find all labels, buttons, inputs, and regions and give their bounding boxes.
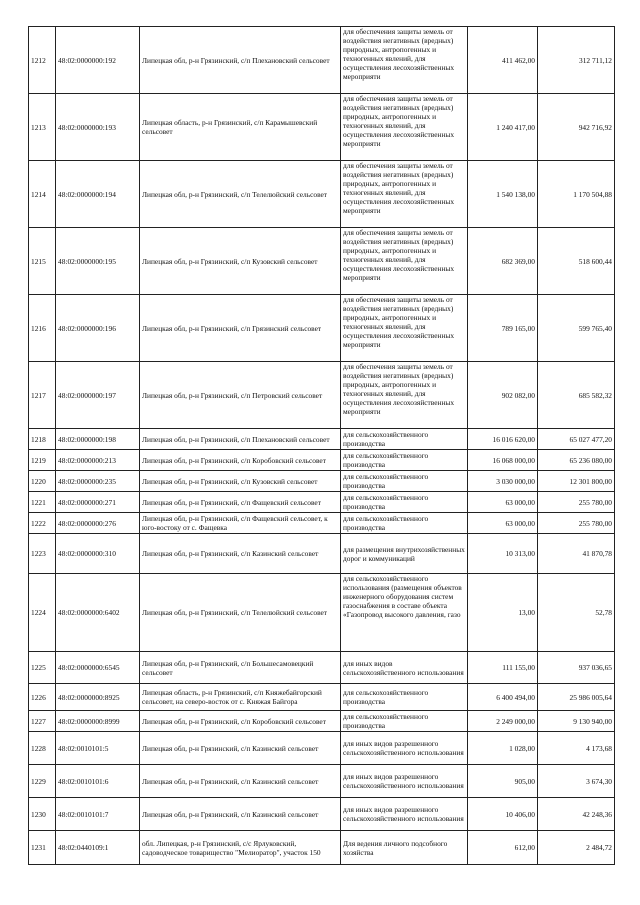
cadastral-value: 65 027 477,20 [538, 429, 615, 450]
permitted-use-text: для обеспечения защиты земель от воздействия негативных (вредных) природных, антропогенных и техногенных явлений, для осуществления лесохозяйственных мероприяти [343, 27, 455, 81]
table-row [29, 574, 615, 652]
cadastral-value: 65 236 080,00 [538, 450, 615, 471]
permitted-use [341, 161, 468, 228]
row-number: 1228 [29, 732, 56, 765]
plot-address: Липецкая обл, р-н Грязинский, с/п Фащевский сельсовет [140, 492, 341, 513]
plot-area: 1 240 417,00 [468, 94, 538, 161]
permitted-use-text: для сельскохозяйственного использования (размещения объектов инженерного оборудования систем газоснабжения в составе объекта «Газопровод высокого давления, газо [343, 574, 462, 619]
cadastral-value: 312 711,12 [538, 27, 615, 94]
plot-address: Липецкая обл, р-н Грязинский, с/п Коробовский сельсовет [140, 711, 341, 732]
plot-area: 1 028,00 [468, 732, 538, 765]
plot-area: 6 400 494,00 [468, 684, 538, 711]
permitted-use: для сельскохозяйственного производства [341, 429, 468, 450]
row-number: 1217 [29, 362, 56, 429]
plot-area: 63 000,00 [468, 492, 538, 513]
plot-address: Липецкая обл, р-н Грязинский, с/п Плехановский сельсовет [140, 429, 341, 450]
cadastral-number: 48:02:0000000:6402 [56, 574, 140, 652]
plot-address: обл. Липецкая, р-н Грязинский, с/с Ярлуковский, садоводческое товарищество "Мелиоратор", участок 150 [140, 831, 341, 865]
cadastral-value: 937 036,65 [538, 652, 615, 684]
permitted-use: для размещения внутрихозяйственных дорог и коммуникаций [341, 534, 468, 574]
plot-address: Липецкая область, р-н Грязинский, с/п Княжебайгорский сельсовет, на северо-восток от с. Княжая Байгора [140, 684, 341, 711]
table-row [29, 429, 615, 450]
plot-address: Липецкая обл, р-н Грязинский, с/п Плехановский сельсовет [140, 27, 341, 94]
cadastral-number: 48:02:0000000:197 [56, 362, 140, 429]
permitted-use-text: для обеспечения защиты земель от воздействия негативных (вредных) природных, антропогенных и техногенных явлений, для осуществления лесохозяйственных мероприяти [343, 295, 455, 349]
table-row [29, 732, 615, 765]
table-row [29, 711, 615, 732]
row-number: 1221 [29, 492, 56, 513]
cadastral-number: 48:02:0010101:6 [56, 765, 140, 798]
table-row [29, 161, 615, 228]
plot-address: Липецкая обл, р-н Грязинский, с/п Казинский сельсовет [140, 798, 341, 831]
plot-area: 905,00 [468, 765, 538, 798]
cadastral-value: 1 170 504,88 [538, 161, 615, 228]
cadastral-value: 2 484,72 [538, 831, 615, 865]
cadastral-number: 48:02:0010101:5 [56, 732, 140, 765]
table-row [29, 94, 615, 161]
plot-area: 111 155,00 [468, 652, 538, 684]
row-number: 1216 [29, 295, 56, 362]
cadastral-number: 48:02:0000000:235 [56, 471, 140, 492]
plot-address: Липецкая обл, р-н Грязинский, с/п Кузовский сельсовет [140, 471, 341, 492]
cadastral-value: 685 582,32 [538, 362, 615, 429]
cadastral-number: 48:02:0000000:194 [56, 161, 140, 228]
plot-area: 612,00 [468, 831, 538, 865]
plot-area: 789 165,00 [468, 295, 538, 362]
table-row [29, 362, 615, 429]
row-number: 1226 [29, 684, 56, 711]
cadastral-number: 48:02:0000000:193 [56, 94, 140, 161]
table-row [29, 228, 615, 295]
permitted-use [341, 228, 468, 295]
permitted-use: для сельскохозяйственного производства [341, 684, 468, 711]
plot-area: 1 540 138,00 [468, 161, 538, 228]
row-number: 1224 [29, 574, 56, 652]
plot-address: Липецкая обл, р-н Грязинский, с/п Петровский сельсовет [140, 362, 341, 429]
permitted-use [341, 295, 468, 362]
row-number: 1220 [29, 471, 56, 492]
permitted-use [341, 94, 468, 161]
permitted-use: для сельскохозяйственного производства [341, 513, 468, 534]
row-number: 1227 [29, 711, 56, 732]
row-number: 1223 [29, 534, 56, 574]
row-number: 1218 [29, 429, 56, 450]
cadastral-number: 48:02:0000000:6545 [56, 652, 140, 684]
plot-address: Липецкая обл, р-н Грязинский, с/п Казинский сельсовет [140, 534, 341, 574]
plot-area: 902 082,00 [468, 362, 538, 429]
row-number: 1229 [29, 765, 56, 798]
permitted-use: для иных видов разрешенного сельскохозяйственного использования [341, 765, 468, 798]
table-row [29, 492, 615, 513]
plot-address: Липецкая обл, р-н Грязинский, с/п Казинский сельсовет [140, 765, 341, 798]
cadastral-value: 255 780,00 [538, 513, 615, 534]
row-number: 1215 [29, 228, 56, 295]
plot-address: Липецкая обл, р-н Грязинский, с/п Телелюйский сельсовет [140, 574, 341, 652]
plot-address: Липецкая область, р-н Грязинский, с/п Карамышевский сельсовет [140, 94, 341, 161]
cadastral-value: 42 248,36 [538, 798, 615, 831]
row-number: 1222 [29, 513, 56, 534]
cadastral-number: 48:02:0000000:213 [56, 450, 140, 471]
land-plots-table [28, 26, 615, 865]
cadastral-value: 52,78 [538, 574, 615, 652]
permitted-use-text: для обеспечения защиты земель от воздействия негативных (вредных) природных, антропогенных и техногенных явлений, для осуществления лесохозяйственных мероприяти [343, 228, 455, 282]
table-row [29, 27, 615, 94]
cadastral-value: 518 600,44 [538, 228, 615, 295]
permitted-use: для иных видов сельскохозяйственного использования [341, 652, 468, 684]
plot-address: Липецкая обл, р-н Грязинский, с/п Телелюйский сельсовет [140, 161, 341, 228]
cadastral-value: 9 130 940,00 [538, 711, 615, 732]
table-body [29, 27, 615, 865]
table-row [29, 450, 615, 471]
plot-address: Липецкая обл, р-н Грязинский, с/п Кузовский сельсовет [140, 228, 341, 295]
cadastral-number: 48:02:0000000:198 [56, 429, 140, 450]
cadastral-value: 25 986 005,64 [538, 684, 615, 711]
table-row [29, 295, 615, 362]
cadastral-value: 599 765,40 [538, 295, 615, 362]
cadastral-number: 48:02:0000000:271 [56, 492, 140, 513]
plot-area: 10 313,00 [468, 534, 538, 574]
cadastral-value: 41 870,78 [538, 534, 615, 574]
cadastral-value: 12 301 800,00 [538, 471, 615, 492]
plot-area: 13,00 [468, 574, 538, 652]
permitted-use-text: для обеспечения защиты земель от воздействия негативных (вредных) природных, антропогенных и техногенных явлений, для осуществления лесохозяйственных мероприяти [343, 161, 455, 215]
plot-area: 16 016 620,00 [468, 429, 538, 450]
table-row [29, 831, 615, 865]
plot-address: Липецкая обл, р-н Грязинский, с/п Большесамовецкий сельсовет [140, 652, 341, 684]
table-row [29, 534, 615, 574]
permitted-use: для сельскохозяйственного производства [341, 450, 468, 471]
cadastral-value: 3 674,30 [538, 765, 615, 798]
permitted-use [341, 574, 468, 652]
table-row [29, 652, 615, 684]
plot-area: 16 068 000,00 [468, 450, 538, 471]
cadastral-number: 48:02:0000000:196 [56, 295, 140, 362]
plot-area: 10 406,00 [468, 798, 538, 831]
cadastral-value: 4 173,68 [538, 732, 615, 765]
cadastral-number: 48:02:0000000:276 [56, 513, 140, 534]
plot-area: 411 462,00 [468, 27, 538, 94]
permitted-use: Для ведения личного подсобного хозяйства [341, 831, 468, 865]
cadastral-number: 48:02:0440109:1 [56, 831, 140, 865]
permitted-use-text: для обеспечения защиты земель от воздействия негативных (вредных) природных, антропогенных и техногенных явлений, для осуществления лесохозяйственных мероприяти [343, 94, 455, 148]
permitted-use: для сельскохозяйственного производства [341, 492, 468, 513]
permitted-use [341, 27, 468, 94]
permitted-use: для иных видов разрешенного сельскохозяйственного использования [341, 732, 468, 765]
plot-area: 3 030 000,00 [468, 471, 538, 492]
cadastral-number: 48:02:0010101:7 [56, 798, 140, 831]
row-number: 1230 [29, 798, 56, 831]
row-number: 1231 [29, 831, 56, 865]
permitted-use-text: для обеспечения защиты земель от воздействия негативных (вредных) природных, антропогенных и техногенных явлений, для осуществления лесохозяйственных мероприяти [343, 362, 455, 416]
row-number: 1213 [29, 94, 56, 161]
row-number: 1214 [29, 161, 56, 228]
permitted-use: для сельскохозяйственного производства [341, 471, 468, 492]
table-row [29, 684, 615, 711]
plot-address: Липецкая обл, р-н Грязинский, с/п Фащевский сельсовет, к юго-востоку от с. Фащевка [140, 513, 341, 534]
plot-address: Липецкая обл, р-н Грязинский, с/п Казинский сельсовет [140, 732, 341, 765]
permitted-use: для сельскохозяйственного производства [341, 711, 468, 732]
plot-area: 2 249 000,00 [468, 711, 538, 732]
cadastral-value: 255 780,00 [538, 492, 615, 513]
cadastral-number: 48:02:0000000:195 [56, 228, 140, 295]
row-number: 1225 [29, 652, 56, 684]
table-row [29, 765, 615, 798]
cadastral-number: 48:02:0000000:192 [56, 27, 140, 94]
permitted-use [341, 362, 468, 429]
cadastral-value: 942 716,92 [538, 94, 615, 161]
cadastral-number: 48:02:0000000:310 [56, 534, 140, 574]
cadastral-number: 48:02:0000000:8999 [56, 711, 140, 732]
plot-area: 682 369,00 [468, 228, 538, 295]
row-number: 1212 [29, 27, 56, 94]
plot-address: Липецкая обл, р-н Грязинский, с/п Коробовский сельсовет [140, 450, 341, 471]
cadastral-number: 48:02:0000000:8925 [56, 684, 140, 711]
permitted-use: для иных видов разрешенного сельскохозяйственного использования [341, 798, 468, 831]
row-number: 1219 [29, 450, 56, 471]
table-row [29, 471, 615, 492]
table-row [29, 798, 615, 831]
plot-address: Липецкая обл, р-н Грязинский, с/п Грязинский сельсовет [140, 295, 341, 362]
plot-area: 63 000,00 [468, 513, 538, 534]
table-row [29, 513, 615, 534]
